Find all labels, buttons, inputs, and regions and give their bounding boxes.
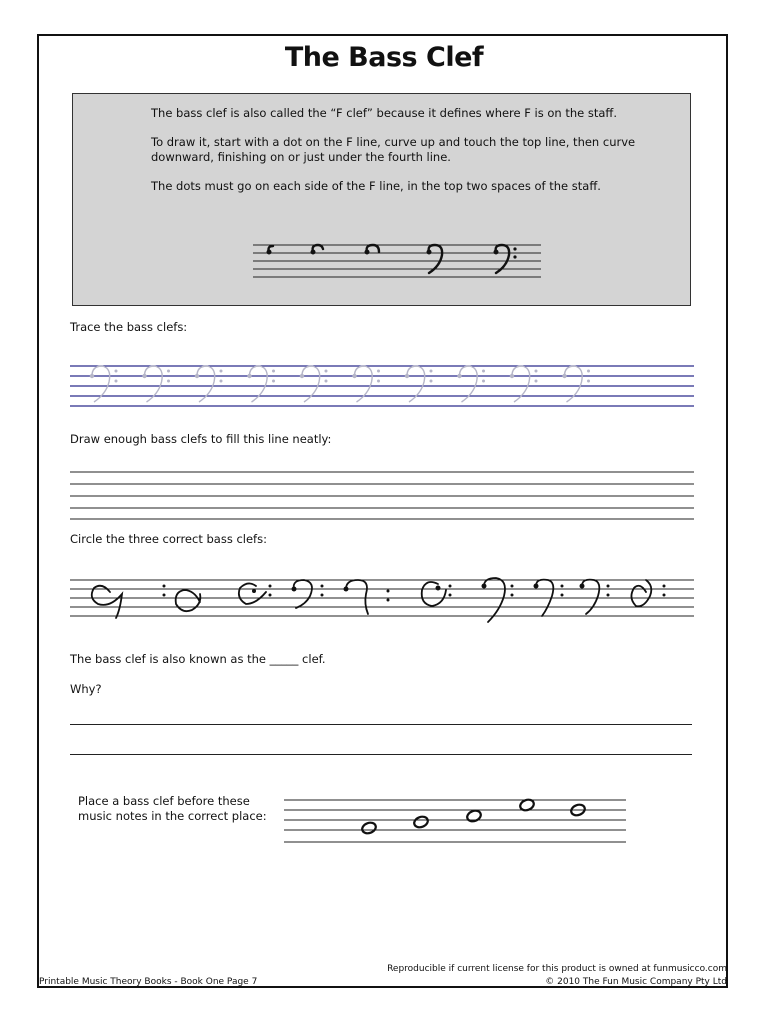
place-instruction-line-1: Place a bass clef before these [78,794,250,808]
info-paragraph-2: To draw it, start with a dot on the F line, curve up and touch the top line, then curve downward, finishing on or just under the fourth line. [151,135,636,164]
clef-option-9-icon [580,580,610,614]
trace-clef-icon [90,366,118,402]
whole-note-2 [413,815,430,829]
place-clef-instruction [78,794,278,824]
clef-steps-staff [253,240,543,285]
info-paragraph-1: The bass clef is also called the “F clef” because it defines where F is on the staff. [151,106,618,120]
trace-clef-icon [562,366,590,402]
footer-book-info: Printable Music Theory Books - Book One Page 7 [39,977,258,987]
known-as-question: The bass clef is also known as the _____ clef. [70,652,326,666]
footer-copyright-text: © 2010 The Fun Music Company Pty Ltd [545,977,727,987]
blank-staff[interactable] [70,470,694,522]
clef-option-5-icon [344,580,390,614]
answer-line-2[interactable] [70,754,692,755]
answer-line-1[interactable] [70,724,692,725]
footer-copyright [387,963,727,989]
trace-clef-icon [142,366,170,402]
draw-label: Draw enough bass clefs to fill this line neatly: [70,432,332,446]
trace-clef-icon [405,366,433,402]
clef-option-6-icon [422,582,452,606]
circle-label: Circle the three correct bass clefs: [70,532,267,546]
trace-clef-icon [510,366,538,402]
whole-note-3 [466,809,483,823]
trace-clef-icon [352,366,380,402]
info-box [72,93,691,306]
notes-staff[interactable] [284,794,628,850]
clef-option-4-icon [292,580,324,608]
trace-clef-icon [195,366,223,402]
trace-clef-icon [457,366,485,402]
circle-staff[interactable] [70,574,694,626]
trace-clef-icon [247,366,275,402]
clef-option-7-icon [482,578,514,622]
trace-staff[interactable] [70,362,694,410]
clef-option-1-icon [92,586,122,618]
why-question: Why? [70,682,102,696]
clef-option-10-icon [631,580,665,606]
trace-label: Trace the bass clefs: [70,320,188,334]
footer-license-text: Reproducible if current license for this product is owned at funmusicco.com [387,964,727,974]
trace-clef-icon [300,366,328,402]
page-title: The Bass Clef [284,42,484,73]
place-instruction-line-2: music notes in the correct place: [78,809,267,823]
info-paragraph-3: The dots must go on each side of the F line, in the top two spaces of the staff. [151,179,601,193]
info-text [151,106,671,208]
whole-note-1 [361,821,378,835]
clef-option-3-icon [239,583,272,604]
